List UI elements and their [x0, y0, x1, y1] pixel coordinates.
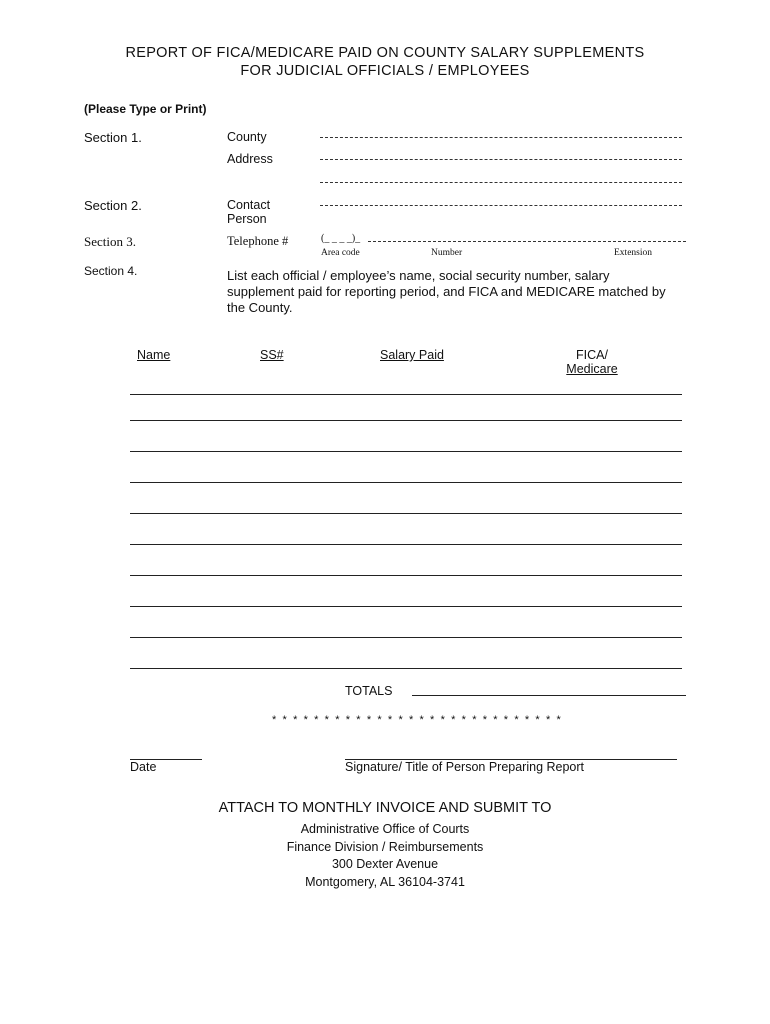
table-row-line[interactable]: [130, 637, 682, 638]
table-row-line[interactable]: [130, 451, 682, 452]
area-code-parens: (_ _ _ _)_: [321, 233, 361, 244]
column-header-name: Name: [137, 348, 171, 362]
address-line-3: 300 Dexter Avenue: [331, 857, 439, 871]
telephone-label: Telephone #: [227, 234, 289, 248]
table-row-line[interactable]: [130, 513, 682, 514]
section-3-label: Section 3.: [84, 234, 136, 249]
print-instruction: (Please Type or Print): [84, 102, 207, 116]
section-4-label: Section 4.: [84, 264, 138, 278]
table-row-line[interactable]: [130, 606, 682, 607]
area-code-caption: Area code: [321, 248, 360, 258]
extension-caption: Extension: [614, 248, 652, 258]
contact-label-line-2: Person: [227, 212, 267, 226]
county-field[interactable]: [320, 137, 682, 138]
county-label: County: [227, 130, 267, 144]
section-2-label: Section 2.: [84, 198, 142, 213]
table-row-line[interactable]: [130, 394, 682, 395]
contact-label-line-1: Contact: [227, 198, 271, 212]
form-title-line-1: REPORT OF FICA/MEDICARE PAID ON COUNTY SALARY SUPPLEMENTS: [125, 45, 645, 61]
contact-person-field[interactable]: [320, 205, 682, 206]
totals-label: TOTALS: [345, 684, 393, 698]
column-header-ss: SS#: [260, 348, 284, 362]
form-title-line-2: FOR JUDICIAL OFFICIALS / EMPLOYEES: [240, 63, 530, 79]
star-divider: * * * * * * * * * * * * * * * * * * * * * * * * * * * *: [272, 714, 563, 726]
attach-heading: ATTACH TO MONTHLY INVOICE AND SUBMIT TO: [218, 800, 552, 816]
table-row-line[interactable]: [130, 575, 682, 576]
section-4-instructions: List each official / employee’s name, social security number, salary supplement paid for reporting period, and FICA and MEDICARE matched by the County.: [227, 268, 666, 315]
date-label: Date: [130, 760, 157, 774]
totals-field[interactable]: [412, 695, 686, 696]
address-field-line-2[interactable]: [320, 182, 682, 183]
table-row-line[interactable]: [130, 544, 682, 545]
address-field-line-1[interactable]: [320, 159, 682, 160]
table-row-line[interactable]: [130, 482, 682, 483]
table-row-line[interactable]: [130, 668, 682, 669]
table-row-line[interactable]: [130, 420, 682, 421]
address-line-2: Finance Division / Reimbursements: [286, 840, 484, 854]
address-line-1: Administrative Office of Courts: [300, 822, 470, 836]
column-header-fica: [565, 348, 619, 376]
address-line-4: Montgomery, AL 36104-3741: [305, 875, 465, 889]
column-header-fica-line-2: Medicare: [566, 362, 618, 376]
column-header-fica-line-1: FICA/: [576, 348, 608, 362]
telephone-field[interactable]: [368, 241, 686, 242]
signature-label: Signature/ Title of Person Preparing Report: [345, 760, 585, 774]
column-header-salary: Salary Paid: [380, 348, 444, 362]
address-label: Address: [227, 152, 273, 166]
section-1-label: Section 1.: [84, 130, 142, 145]
number-caption: Number: [431, 248, 463, 258]
